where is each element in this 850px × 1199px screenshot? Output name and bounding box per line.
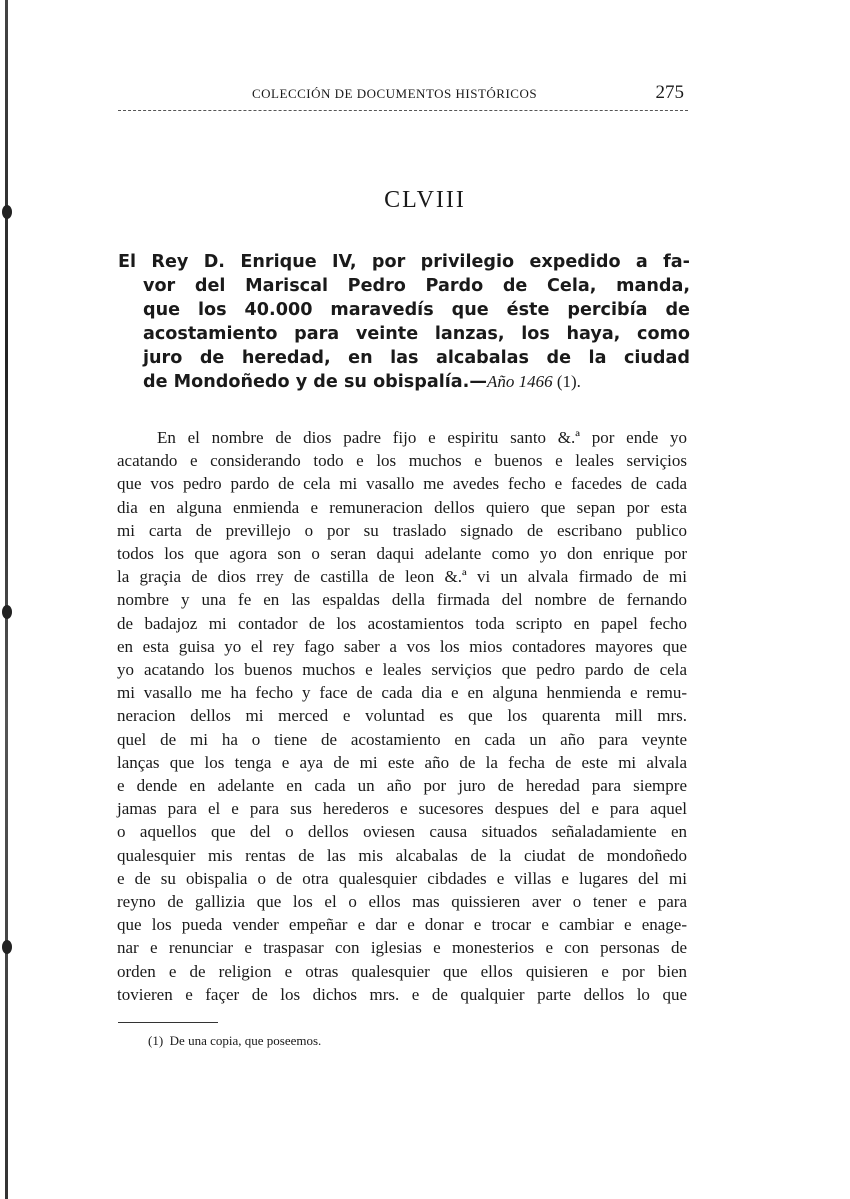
body-line: de badajoz mi contador de los acostamientos toda scripto en papel fecho [117,613,687,633]
document-number: CLVIII [384,187,466,213]
summary-line-last [118,370,690,394]
body-line: en esta guisa yo el rey fago saber a vos los mios contadores mayores que [117,636,687,656]
body-line: mi vasallo me ha fecho y face de cada dia e en alguna henmienda e remu- [117,683,687,703]
running-header-title: COLECCIÓN DE DOCUMENTOS HISTÓRICOS [252,86,538,101]
footnote-marker: (1) [148,1033,164,1048]
body-line: nar e renunciar e traspasar con iglesias e monesterios e con personas de [117,938,687,958]
document-summary [118,250,690,394]
body-line: dia en alguna enmienda e remuneracion dellos quiero que sepan por esta [117,497,687,517]
body-line: que vos pedro pardo de cela mi vasallo me avedes fecho e facedes de cada [117,474,687,494]
summary-date: Año 1466 [486,372,553,391]
body-line: reyno de gallizia que los el o ellos mas quissieren aver o tener e para [117,892,687,912]
book-spine-edge [5,0,8,1199]
body-line: qualesquier mis rentas de las mis alcabalas de la ciudat de mondoñedo [117,845,687,865]
body-line: o aquellos que del o dellos oviesen causa situados señaladamiente en [117,822,687,842]
footnote-text: De una copia, que poseemos. [169,1033,322,1048]
body-line: neracion dellos mi merced e voluntad es que los quarenta mill mrs. [117,706,687,726]
footnote-reference: (1). [552,372,581,391]
body-line: lanças que los tenga e aya de mi este año de la fecha de este mi alvala [117,752,687,772]
body-line: que los pueda vender empeñar e dar e donar e trocar e cambiar e enage- [117,915,687,935]
summary-line: juro de heredad, en las alcabalas de la ciudad [143,348,690,368]
spine-mark [2,940,12,954]
body-line: todos los que agora son o seran daqui adelante como yo don enrique por [117,544,687,564]
spine-mark [2,605,12,619]
body-line: jamas para el e para sus herederos e sucesores despues del e para aquel [117,799,687,819]
body-line: acatando e considerando todo e los muchos e buenos e leales serviçios [117,451,687,471]
summary-line: vor del Mariscal Pedro Pardo de Cela, manda, [143,276,690,296]
body-line: En el nombre de dios padre fijo e espiritu santo &.ª por ende yo [157,428,687,447]
footnote-rule [118,1022,218,1023]
summary-line: de Mondoñedo y de su obispalía.— [143,372,487,392]
document-body [117,426,687,1006]
footnote [148,1033,321,1049]
summary-line: que los 40.000 maravedís que éste percibía de [143,300,690,320]
body-line: yo acatando los buenos muchos e leales serviçios que pedro pardo de cela [117,660,687,680]
page-number: 275 [655,82,684,103]
summary-line: El Rey D. Enrique IV, por privilegio expedido a fa- [118,252,690,272]
body-line: tovieren e façer de los dichos mrs. e de qualquier parte dellos lo que [117,984,687,1004]
body-line: nombre y una fe en las espaldas della firmada del nombre de fernando [117,590,687,610]
body-line: e de su obispalia o de otra qualesquier cibdades e villas e lugares del mi [117,868,687,888]
body-line: quel de mi ha o tiene de acostamiento en cada un año para veynte [117,729,687,749]
body-line: mi carta de previllejo o por su traslado signado de escribano publico [117,520,687,540]
body-line: la graçia de dios rrey de castilla de leon &.ª vi un alvala firmado de mi [117,567,687,587]
summary-line: acostamiento para veinte lanzas, los haya, como [143,324,690,344]
header-rule [118,110,688,111]
body-line: e dende en adelante en cada un año por juro de heredad para siempre [117,776,687,796]
running-header [118,82,688,112]
body-line: orden e de religion e otras qualesquier que ellos quisieren e por bien [117,961,687,981]
